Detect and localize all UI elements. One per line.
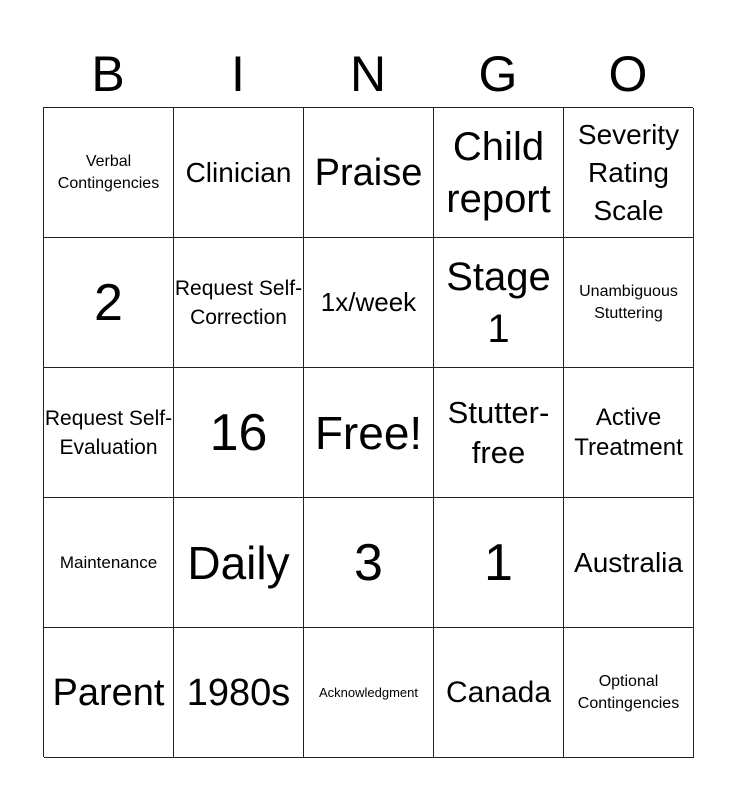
bingo-cell: Request Self-Evaluation <box>44 368 174 498</box>
bingo-cell: 3 <box>304 498 434 628</box>
header-letter-o: O <box>608 46 648 102</box>
header-letter-n: N <box>349 46 387 102</box>
bingo-header <box>43 44 693 104</box>
bingo-cell: Active Treatment <box>564 368 694 498</box>
bingo-cell: 2 <box>44 238 174 368</box>
bingo-cell: Clinician <box>174 108 304 238</box>
header-letter-g: G <box>478 46 518 102</box>
bingo-cell: Stage 1 <box>434 238 564 368</box>
bingo-cell: Verbal Contingencies <box>44 108 174 238</box>
bingo-cell: Maintenance <box>44 498 174 628</box>
bingo-cell: Unambiguous Stuttering <box>564 238 694 368</box>
bingo-cell: 16 <box>174 368 304 498</box>
bingo-cell: Praise <box>304 108 434 238</box>
header-letter-b: B <box>91 46 125 102</box>
bingo-cell: 1 <box>434 498 564 628</box>
bingo-cell: Daily <box>174 498 304 628</box>
bingo-cell: Canada <box>434 628 564 758</box>
bingo-cell: 1x/week <box>304 238 434 368</box>
bingo-cell: Request Self-Correction <box>174 238 304 368</box>
bingo-cell: Acknowledgment <box>304 628 434 758</box>
bingo-cell: Australia <box>564 498 694 628</box>
bingo-cell: Severity Rating Scale <box>564 108 694 238</box>
bingo-cell: Optional Contingencies <box>564 628 694 758</box>
bingo-cell: Child report <box>434 108 564 238</box>
bingo-cell: Free! <box>304 368 434 498</box>
bingo-cell: Parent <box>44 628 174 758</box>
bingo-grid <box>43 107 693 757</box>
header-letter-i: I <box>231 46 245 102</box>
bingo-cell: Stutter-free <box>434 368 564 498</box>
bingo-cell: 1980s <box>174 628 304 758</box>
